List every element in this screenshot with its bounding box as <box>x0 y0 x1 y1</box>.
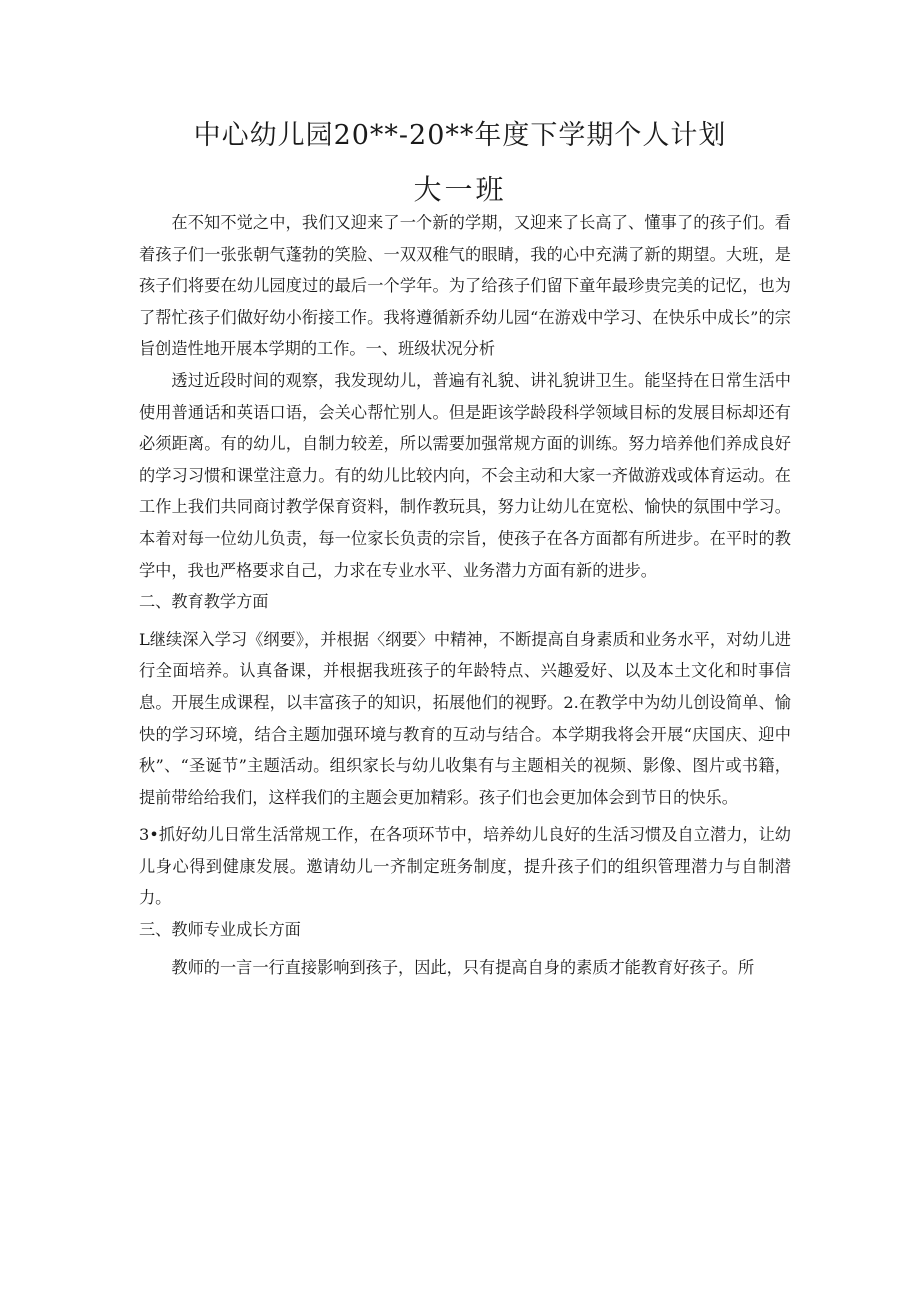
growth-paragraph: 教师的一言一行直接影响到孩子，因此，只有提高自身的素质才能教育好孩子。所 <box>171 957 755 977</box>
document-body <box>139 207 791 983</box>
teaching-paragraph: L继续深入学习《纲要》，并根据〈纲要〉中精神，不断提高自身素质和业务水平，对幼儿进行全面培养。认真备课，并根据我班孩子的年龄特点、兴趣爱好、以及本土文化和时事信息。开展生成课程，以丰富孩子的知识，拓展他们的视野。2.在教学中为幼儿创设简单、愉快的学习环境，结合主题加强环境与教育的互动与结合。本学期我将会开展“庆国庆、迎中秋”、“圣诞节”主题活动。组织家长与幼儿收集有与主题相关的视频、影像、图片或书籍，提前带给给我们，这样我们的主题会更加精彩。孩子们也会更加体会到节日的快乐。 <box>139 629 791 807</box>
intro-paragraph: 在不知不觉之中，我们又迎来了一个新的学期，又迎来了长高了、懂事了的孩子们。看着孩子们一张张朝气蓬勃的笑脸、一双双稚气的眼睛，我的心中充满了新的期望。大班，是孩子们将要在幼儿园度过的最后一个学年。为了给孩子们留下童年最珍贵完美的记忆，也为了帮忙孩子们做好幼小衔接工作。我将遵循新乔幼儿园“在游戏中学习、在快乐中成长”的宗旨创造性地开展本学期的工作。一、班级状况分析 <box>139 213 791 359</box>
class-analysis-paragraph: 透过近段时间的观察，我发现幼儿，普遍有礼貌、讲礼貌讲卫生。能坚持在日常生活中使用普通话和英语口语，会关心帮忙别人。但是距该学龄段科学领域目标的发展目标却还有必须距离。有的幼儿，自制力较差，所以需要加强常规方面的训练。努力培养他们养成良好的学习习惯和课堂注意力。有的幼儿比较内向，不会主动和大家一齐做游戏或体育运动。在工作上我们共同商讨教学保育资料，制作教玩具，努力让幼儿在宽松、愉快的氛围中学习。本着对每一位幼儿负责，每一位家长负责的宗旨，使孩子在各方面都有所进步。在平时的教学中，我也严格要求自己，力求在专业水平、业务潜力方面有新的进步。 <box>139 370 791 580</box>
section-heading-growth: 三、教师专业成长方面 <box>139 920 301 940</box>
routine-paragraph: 3•抓好幼儿日常生活常规工作，在各项环节中，培养幼儿良好的生活习惯及自立潜力，让幼儿身心得到健康发展。邀请幼儿一齐制定班务制度，提升孩子们的组织管理潜力与自制潜力。 <box>139 825 791 908</box>
section-heading-teaching: 二、教育教学方面 <box>139 592 269 612</box>
class-name-subtitle: 大一班 <box>413 173 507 206</box>
document-title: 中心幼儿园20**-20**年度下学期个人计划 <box>193 120 727 151</box>
